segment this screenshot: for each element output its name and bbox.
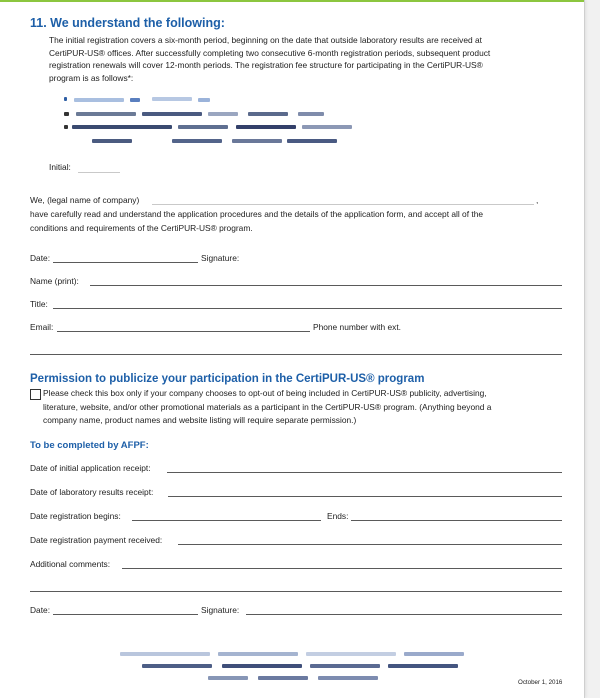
- permission-line: Please check this box only if your company chooses to opt-out of being included in CertiPUR-US® publicity, advertising,: [43, 388, 487, 398]
- initial-receipt-field[interactable]: [167, 472, 562, 473]
- registration-begins-label: Date registration begins:: [30, 511, 121, 521]
- agreement-line-1: have carefully read and understand the application procedures and the details of the application form, and accept all of the: [30, 209, 484, 219]
- afpf-signature-label: Signature:: [201, 605, 240, 615]
- initial-field[interactable]: [78, 172, 120, 173]
- ends-field[interactable]: [351, 520, 562, 521]
- initial-label: Initial:: [49, 162, 71, 172]
- ends-label: Ends:: [327, 511, 349, 521]
- legal-name-field[interactable]: [152, 204, 534, 205]
- section-11-text: [49, 34, 490, 84]
- permission-title: Permission to publicize your participation in the CertiPUR-US® program: [30, 373, 425, 385]
- payment-received-label: Date registration payment received:: [30, 535, 163, 545]
- afpf-title: To be completed by AFPF:: [30, 440, 149, 451]
- payment-received-field[interactable]: [178, 544, 562, 545]
- afpf-date-field[interactable]: [53, 614, 198, 615]
- permission-text: [43, 387, 491, 428]
- additional-comments-field[interactable]: [122, 568, 562, 569]
- redacted-footer-address: [118, 650, 468, 686]
- section-11-line: registration renewals will cover 12-month periods. The registration fee structure for participating in the CertiPUR-US®: [49, 60, 483, 71]
- date-field[interactable]: [53, 262, 198, 263]
- additional-comments-field-2[interactable]: [30, 591, 562, 592]
- additional-comments-label: Additional comments:: [30, 559, 111, 569]
- section-11-line: CertiPUR-US® offices. After successfully completing two consecutive 6-month registration periods, subsequent product: [49, 47, 491, 58]
- permission-line: literature, website, and/or other promotional materials as a participant in the CertiPUR-US® program. (Anything beyond a: [43, 401, 492, 412]
- section-11-heading: 11. We understand the following:: [30, 16, 225, 30]
- opt-out-checkbox[interactable]: [30, 389, 41, 400]
- date-label: Date:: [30, 253, 51, 263]
- legal-name-label: We, (legal name of company): [30, 195, 140, 205]
- agreement-line-2: conditions and requirements of the CertiPUR-US® program.: [30, 223, 253, 233]
- title-label: Title:: [30, 299, 48, 309]
- afpf-signature-field[interactable]: [246, 614, 562, 615]
- permission-line: company name, product names and website listing will require separate permission.): [43, 415, 357, 426]
- legal-name-comma: ,: [536, 195, 539, 205]
- section-11-line: program is as follows*:: [49, 72, 134, 83]
- email-label: Email:: [30, 322, 54, 332]
- name-print-label: Name (print):: [30, 276, 79, 286]
- lab-receipt-field[interactable]: [168, 496, 562, 497]
- footer-date: October 1, 2016: [518, 679, 563, 686]
- initial-receipt-label: Date of initial application receipt:: [30, 463, 151, 473]
- email-field[interactable]: [57, 331, 310, 332]
- lab-receipt-label: Date of laboratory results receipt:: [30, 487, 154, 497]
- signature-label: Signature:: [201, 253, 240, 263]
- phone-label: Phone number with ext.: [313, 322, 401, 332]
- name-print-field[interactable]: [90, 285, 562, 286]
- phone-field[interactable]: [30, 354, 562, 355]
- title-field[interactable]: [53, 308, 562, 309]
- top-rule: [0, 0, 584, 2]
- afpf-date-label: Date:: [30, 605, 51, 615]
- registration-begins-field[interactable]: [132, 520, 321, 521]
- redacted-fee-structure: [62, 94, 372, 152]
- section-11-line: The initial registration covers a six-month period, beginning on the date that outside laboratory results are received at: [49, 35, 482, 45]
